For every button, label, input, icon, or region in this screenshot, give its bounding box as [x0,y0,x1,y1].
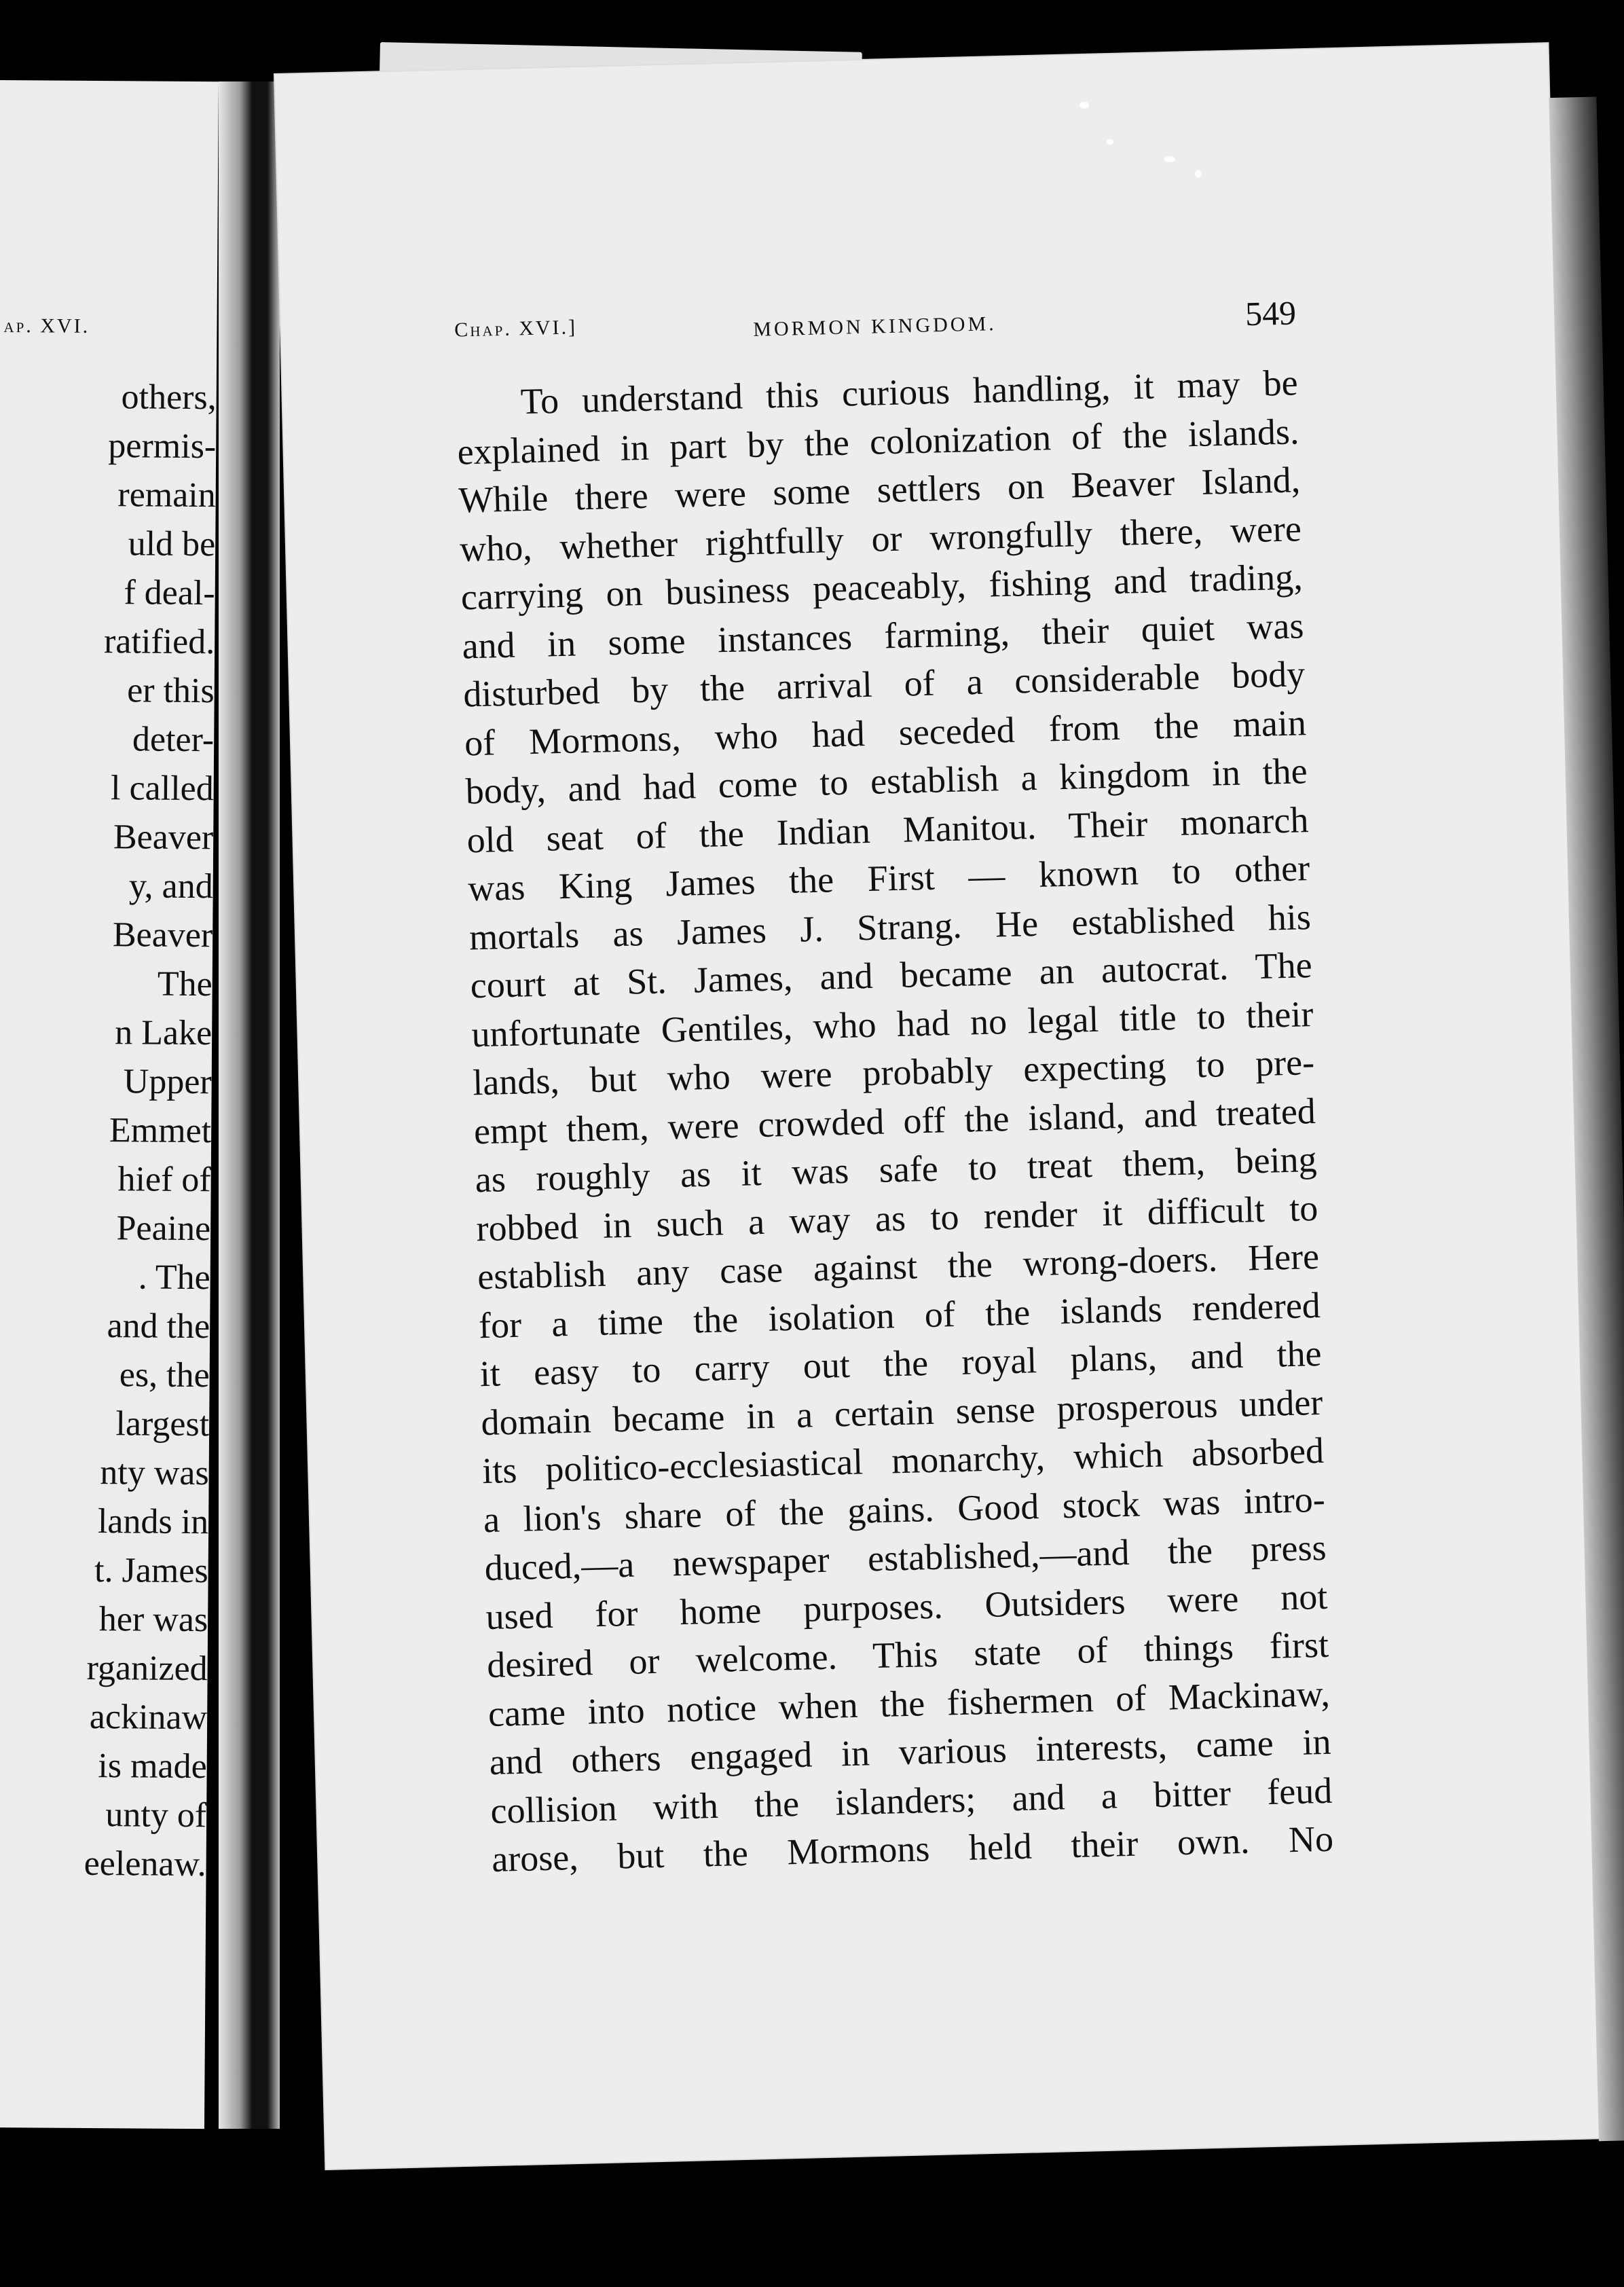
left-line: deter- [132,720,215,760]
text-line: and others engaged in various interests, came in [489,1721,1332,1783]
left-line: remain [117,475,216,515]
left-line: es, the [119,1355,210,1395]
text-line: robbed in such a way as to render it difficult to [475,1187,1318,1249]
left-line: Beaver [113,818,214,858]
left-line: l called [110,769,214,809]
scan-speck [1195,170,1201,178]
left-line: eelenaw. [84,1844,206,1884]
text-line: used for home purposes. Outsiders were not [485,1575,1328,1637]
left-line: nty was [100,1453,209,1493]
left-line: others, [121,378,217,418]
chapter-label: Chap. XVI.] [454,316,578,342]
left-line: is made [98,1746,207,1787]
left-line: largest [115,1404,210,1444]
left-line: y, and [128,866,213,907]
left-line: ratified. [103,622,215,662]
scan-speck [1079,102,1089,109]
text-line: desired or welcome. This state of things first [486,1624,1329,1686]
left-line: . The [138,1258,210,1298]
text-line: lands, but who were probably expecting to pre- [472,1042,1315,1103]
page-number: 549 [1244,293,1297,333]
text-line: it easy to carry out the royal plans, and the [479,1332,1323,1395]
running-head [454,293,1297,361]
text-line: came into notice when the fishermen of Mackinaw, [487,1672,1331,1734]
left-line: Peaine [116,1209,211,1249]
text-line: disturbed by the arrival of a considerable body [462,653,1306,715]
left-line: permis- [108,426,217,466]
text-line: of Mormons, who had seceded from the main [464,701,1307,763]
body-paragraph [456,359,1334,1884]
left-page-fragment [0,80,219,2129]
text-line: as roughly as it was safe to treat them, being [475,1138,1318,1201]
left-line: The [157,964,213,1004]
text-line: body, and had come to establish a kingdom in the [465,750,1308,812]
scan-speck [1164,156,1175,162]
text-line: collision with the islanders; and a bitter feud [490,1770,1333,1831]
left-line: er this [126,671,215,711]
left-line: n Lake [115,1013,213,1053]
left-line: lands in [97,1502,209,1542]
text-line: carrying on business peaceably, fishing and trading, [460,556,1304,618]
text-line: court at St. James, and became an autocrat. The [470,945,1313,1006]
text-line: empt them, were crowded off the island, and treated [473,1090,1316,1152]
left-line: Emmet [109,1111,212,1151]
running-title: MORMON KINGDOM. [752,312,997,341]
text-line: arose, but the Mormons held their own. No [491,1818,1334,1880]
scan-speck [1107,139,1113,145]
left-line: f deal- [124,573,215,613]
left-running-head: ap. XVI. [3,314,90,337]
book-gutter [219,81,280,2129]
left-line: unty of [105,1795,207,1835]
text-line: explained in part by the colonization of the islands. [456,410,1300,473]
left-line: ackinaw [89,1697,208,1738]
text-line: duced,—a newspaper established,—and the press [484,1526,1327,1589]
text-line: was King James the First — known to other [467,847,1310,909]
left-line: rganized [86,1648,208,1689]
text-line: To understand this curious handling, it may be [520,362,1299,422]
text-line: unfortunate Gentiles, who had no legal title to their [470,993,1314,1055]
left-line: t. James [94,1551,208,1591]
text-line: for a time the isolation of the islands rendered [478,1284,1321,1346]
left-line: hief of [117,1160,211,1200]
text-line: domain became in a certain sense prosperous under [480,1381,1323,1443]
text-line: a lion's share of the gains. Good stock was intro- [483,1478,1326,1540]
text-line: its politico-ecclesiastical monarchy, which absorbed [481,1429,1325,1492]
page-edge-shadow [1549,96,1624,2141]
left-line: uld be [128,524,216,564]
left-line: Upper [123,1062,212,1102]
text-line: establish any case against the wrong-doers. Here [477,1235,1320,1298]
text-line: and in some instances farming, their quiet was [461,604,1304,667]
right-page [275,43,1599,2169]
text-line: mortals as James J. Strang. He established his [468,896,1312,957]
text-line: who, whether rightfully or wrongfully there, were [459,507,1302,570]
text-line: While there were some settlers on Beaver Island, [458,459,1301,521]
left-line: her was [98,1600,208,1640]
left-line: and the [107,1306,210,1347]
left-line: Beaver [112,915,213,955]
text-line: old seat of the Indian Manitou. Their monarch [466,799,1309,860]
